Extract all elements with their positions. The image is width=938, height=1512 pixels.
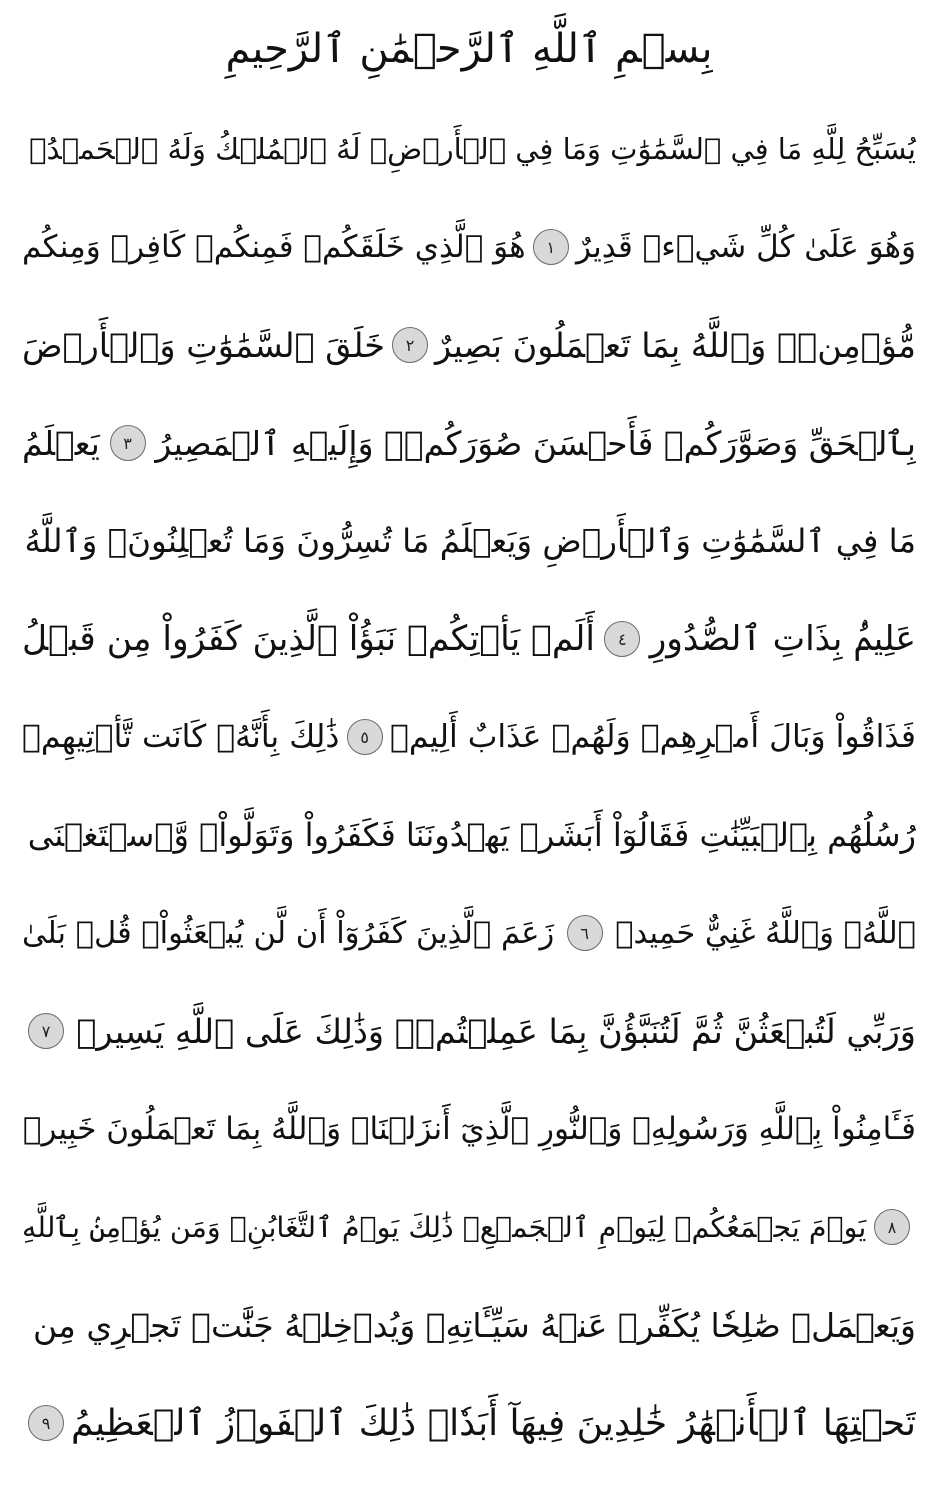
verse-text: مَا فِي ٱلسَّمَٰوَٰتِ وَٱلۡأَرۡضِ وَيَعۡلَمُ مَا تُسِرُّونَ وَمَا تُعۡلِنُونَۚ وَٱللَّهُ	[24, 522, 916, 560]
verse-text: يُسَبِّحُ لِلَّهِ مَا فِي ٱلسَّمَٰوَٰتِ وَمَا فِي ٱلۡأَرۡضِۖ لَهُ ٱلۡمُلۡكُ وَلَهُ ٱلۡحَمۡدُۖ	[29, 132, 916, 166]
verse-line	[22, 1080, 916, 1178]
ayah-number-marker: ٤	[604, 621, 640, 657]
verse-line	[22, 1178, 916, 1276]
verse-text: ٱللَّهُۚ وَٱللَّهُ غَنِيٌّ حَمِيدٞ	[615, 915, 916, 951]
ayah-number-marker: ٨	[874, 1209, 910, 1245]
ayah-number-marker: ١	[533, 229, 569, 265]
verse-text: وَيَعۡمَلۡ صَٰلِحٗا يُكَفِّرۡ عَنۡهُ سَيِّـَٔاتِهِۦ وَيُدۡخِلۡهُ جَنَّٰتٖ تَجۡرِي مِن	[33, 1305, 916, 1345]
verse-line	[22, 100, 916, 198]
verse-text: عَلِيمُۢ بِذَاتِ ٱلصُّدُورِ	[649, 619, 916, 659]
verse-text: تَحۡتِهَا ٱلۡأَنۡهَٰرُ خَٰلِدِينَ فِيهَآ أَبَدٗاۚ ذَٰلِكَ ٱلۡفَوۡزُ ٱلۡعَظِيمُ	[71, 1402, 916, 1444]
verse-text: خَلَقَ ٱلسَّمَٰوَٰتِ وَٱلۡأَرۡضَ	[22, 325, 386, 365]
verse-text: أَلَمۡ يَأۡتِكُمۡ نَبَؤُاْ ٱلَّذِينَ كَفَرُواْ مِن قَبۡلُ	[22, 619, 595, 659]
verse-text: فَـَٔامِنُواْ بِٱللَّهِ وَرَسُولِهِۦ وَٱلنُّورِ ٱلَّذِيٓ أَنزَلۡنَاۚ وَٱللَّهُ بِمَا تَعۡمَلُونَ خَبِيرٞ	[22, 1111, 916, 1147]
verse-text: زَعَمَ ٱلَّذِينَ كَفَرُوٓاْ أَن لَّن يُبۡعَثُواْۚ قُلۡ بَلَىٰ	[22, 915, 555, 951]
verse-text: ذَٰلِكَ بِأَنَّهُۥ كَانَت تَّأۡتِيهِمۡ	[22, 719, 340, 755]
ayah-number-marker: ٦	[567, 915, 603, 951]
verse-text: فَذَاقُواْ وَبَالَ أَمۡرِهِمۡ وَلَهُمۡ عَذَابٌ أَلِيمٞ	[390, 719, 916, 755]
verse-lines	[22, 100, 916, 1472]
verse-text: وَهُوَ عَلَىٰ كُلِّ شَيۡءٖ قَدِيرٌ	[575, 229, 916, 265]
verse-line	[22, 884, 916, 982]
basmala-header: بِسۡمِ ٱللَّهِ ٱلرَّحۡمَٰنِ ٱلرَّحِيمِ	[225, 26, 713, 72]
ayah-number-marker: ٩	[28, 1405, 64, 1441]
ayah-number-marker: ٢	[392, 327, 428, 363]
ayah-number-marker: ٣	[110, 425, 146, 461]
verse-text: مُّؤۡمِنٞۚ وَٱللَّهُ بِمَا تَعۡمَلُونَ بَصِيرٌ	[435, 325, 916, 365]
verse-text: رُسُلُهُم بِٱلۡبَيِّنَٰتِ فَقَالُوٓاْ أَبَشَرٞ يَهۡدُونَنَا فَكَفَرُواْ وَتَوَلَّواْۖ وَّٱسۡتَغۡنَى	[27, 816, 916, 854]
verse-text: هُوَ ٱلَّذِي خَلَقَكُمۡ فَمِنكُمۡ كَافِرٞ وَمِنكُم	[22, 229, 526, 265]
verse-line	[22, 590, 916, 688]
verse-line	[22, 1276, 916, 1374]
verse-line	[22, 786, 916, 884]
verse-line	[22, 394, 916, 492]
ayah-number-marker: ٥	[347, 719, 383, 755]
verse-line	[22, 1374, 916, 1472]
verse-text: يَعۡلَمُ	[22, 423, 100, 463]
verse-text: وَرَبِّي لَتُبۡعَثُنَّ ثُمَّ لَتُنَبَّؤُنَّ بِمَا عَمِلۡتُمۡۚ وَذَٰلِكَ عَلَى ٱللَّهِ يَسِيرٞ	[76, 1011, 916, 1051]
verse-line	[22, 982, 916, 1080]
ayah-number-marker: ٧	[28, 1013, 64, 1049]
verse-line	[22, 296, 916, 394]
verse-text: بِٱلۡحَقِّ وَصَوَّرَكُمۡ فَأَحۡسَنَ صُوَرَكُمۡۖ وَإِلَيۡهِ ٱلۡمَصِيرُ	[155, 423, 916, 463]
verse-line	[22, 198, 916, 296]
verse-line	[22, 688, 916, 786]
verse-line	[22, 492, 916, 590]
verse-text: يَوۡمَ يَجۡمَعُكُمۡ لِيَوۡمِ ٱلۡجَمۡعِۖ ذَٰلِكَ يَوۡمُ ٱلتَّغَابُنِۗ وَمَن يُؤۡمِنۢ بِٱللَّهِ	[22, 1210, 867, 1244]
